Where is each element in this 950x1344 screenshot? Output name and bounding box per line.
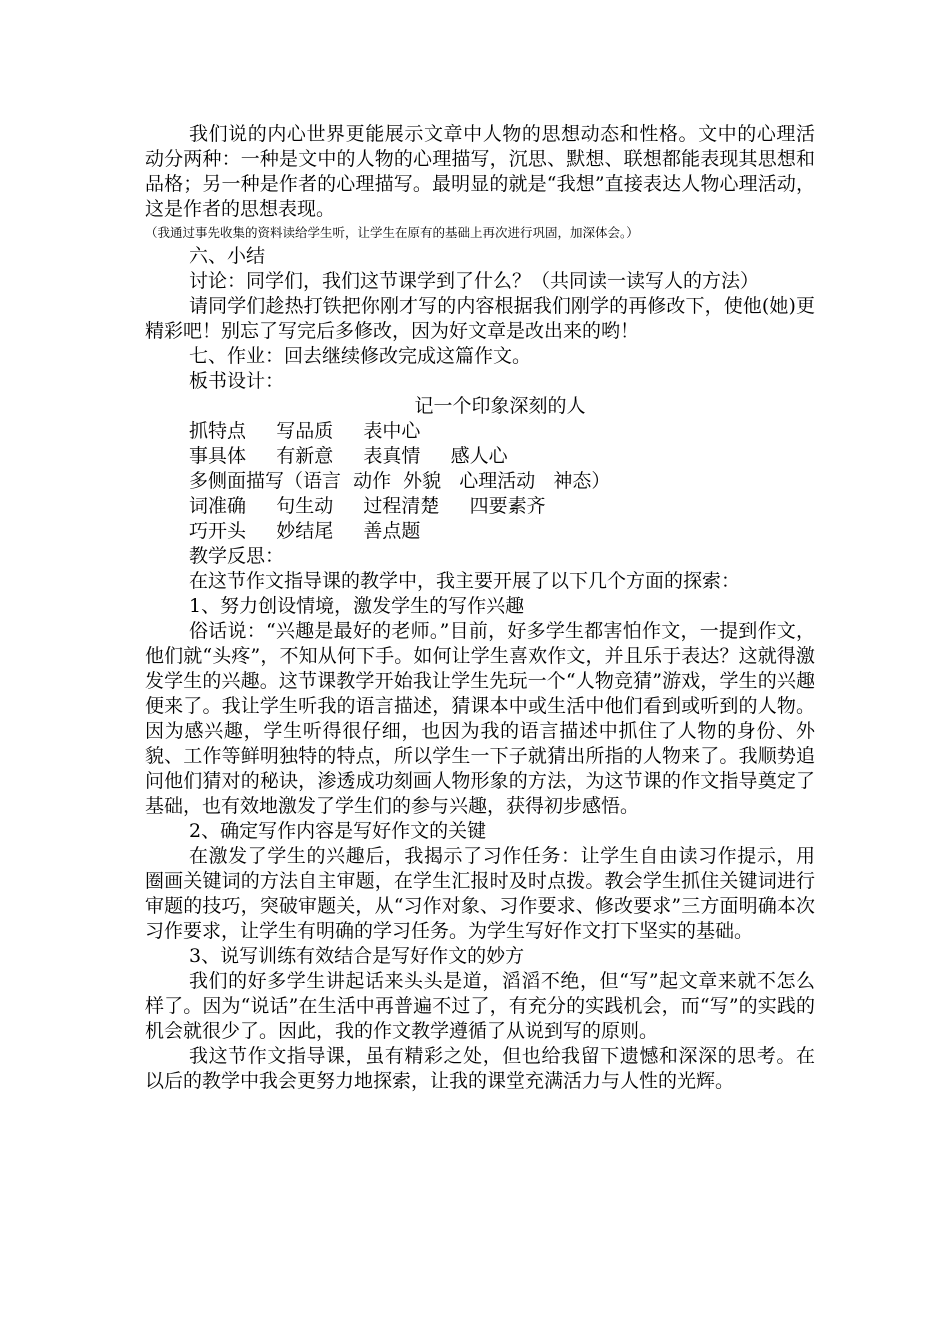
reflection-point-1-body: 俗话说：“兴趣是最好的老师。”目前，好多学生都害怕作文，一提到作文，他们就“头疼”，不知从何下手。如何让学生喜欢作文，并且乐于表达？这就得激发学生的兴趣。这节课教学开始我让学生先玩一个“人物竞猜”游戏，学生的兴趣便来了。我让学生听我的语言描述，猜课本中或生活中他们看到或听到的人物。因为感兴趣，学生听得很仔细，也因为我的语言描述中抓住了人物的身份、外貌、工作等鲜明独特的特点，所以学生一下子就猜出所指的人物来了。我顺势追问他们猜对的秘诀，渗透成功刻画人物形象的方法，为这节课的作文指导奠定了基础，也有效地激发了学生们的参与兴趣，获得初步感悟。 bbox=[145, 620, 815, 817]
section-6-heading: 六、小结 bbox=[189, 245, 266, 267]
reflection-intro: 在这节作文指导课的教学中，我主要开展了以下几个方面的探索： bbox=[189, 570, 741, 592]
board-title: 记一个印象深刻的人 bbox=[414, 395, 586, 417]
teacher-note: （我通过事先收集的资料读给学生听，让学生在原有的基础上再次进行巩固，加深体会。） bbox=[145, 225, 639, 240]
reflection-conclusion: 我这节作文指导课，虽有精彩之处，但也给我留下遗憾和深深的思考。在以后的教学中我会更努力地探索，让我的课堂充满活力与人性的光辉。 bbox=[145, 1045, 815, 1092]
reflection-point-2-title: 2、确定写作内容是写好作文的关键 bbox=[189, 820, 487, 842]
section-6-revision: 请同学们趁热打铁把你刚才写的内容根据我们刚学的再修改下，使他(她)更精彩吧！别忘了写完后多修改，因为好文章是改出来的哟！ bbox=[145, 295, 815, 342]
board-row: 词准确 句生动 过程清楚 四要素齐 bbox=[189, 495, 546, 517]
reflection-point-3-title: 3、说写训练有效结合是写好作文的妙方 bbox=[189, 945, 525, 967]
section-6-discussion: 讨论：同学们，我们这节课学到了什么？（共同读一读写人的方法） bbox=[189, 270, 760, 292]
board-row: 事具体 有新意 表真情 感人心 bbox=[189, 445, 508, 467]
paragraph-inner-world: 我们说的内心世界更能展示文章中人物的思想动态和性格。文中的心理活动分两种：一种是文中的人物的心理描写，沉思、默想、联想都能表现其思想和品格；另一种是作者的心理描写。最明显的就是“我想”直接表达人物心理活动，这是作者的思想表现。 bbox=[145, 123, 815, 220]
section-7-homework: 七、作业：回去继续修改完成这篇作文。 bbox=[189, 345, 532, 367]
reflection-point-1-title: 1、努力创设情境，激发学生的写作兴趣 bbox=[189, 595, 525, 617]
document-body bbox=[145, 122, 815, 1094]
reflection-point-2-body: 在激发了学生的兴趣后，我揭示了习作任务：让学生自由读习作提示，用圈画关键词的方法自主审题，在学生汇报时及时点拨。教会学生抓住关键词进行审题的技巧，突破审题关，从“习作对象、习作要求、修改要求”三方面明确本次习作要求，让学生有明确的学习任务。为学生写好作文打下坚实的基础。 bbox=[145, 845, 815, 942]
board-row: 抓特点 写品质 表中心 bbox=[189, 420, 421, 442]
board-row: 多侧面描写（语言 动作 外貌 心理活动 神态） bbox=[189, 470, 611, 492]
reflection-point-3-body: 我们的好多学生讲起话来头头是道，滔滔不绝，但“写”起文章来就不怎么样了。因为“说话”在生活中再普遍不过了，有充分的实践机会，而“写”的实践的机会就很少了。因此，我的作文教学遵循了从说到写的原则。 bbox=[145, 970, 815, 1042]
board-row: 巧开头 妙结尾 善点题 bbox=[189, 520, 421, 542]
board-design-heading: 板书设计： bbox=[189, 370, 285, 392]
reflection-heading: 教学反思： bbox=[189, 545, 285, 567]
